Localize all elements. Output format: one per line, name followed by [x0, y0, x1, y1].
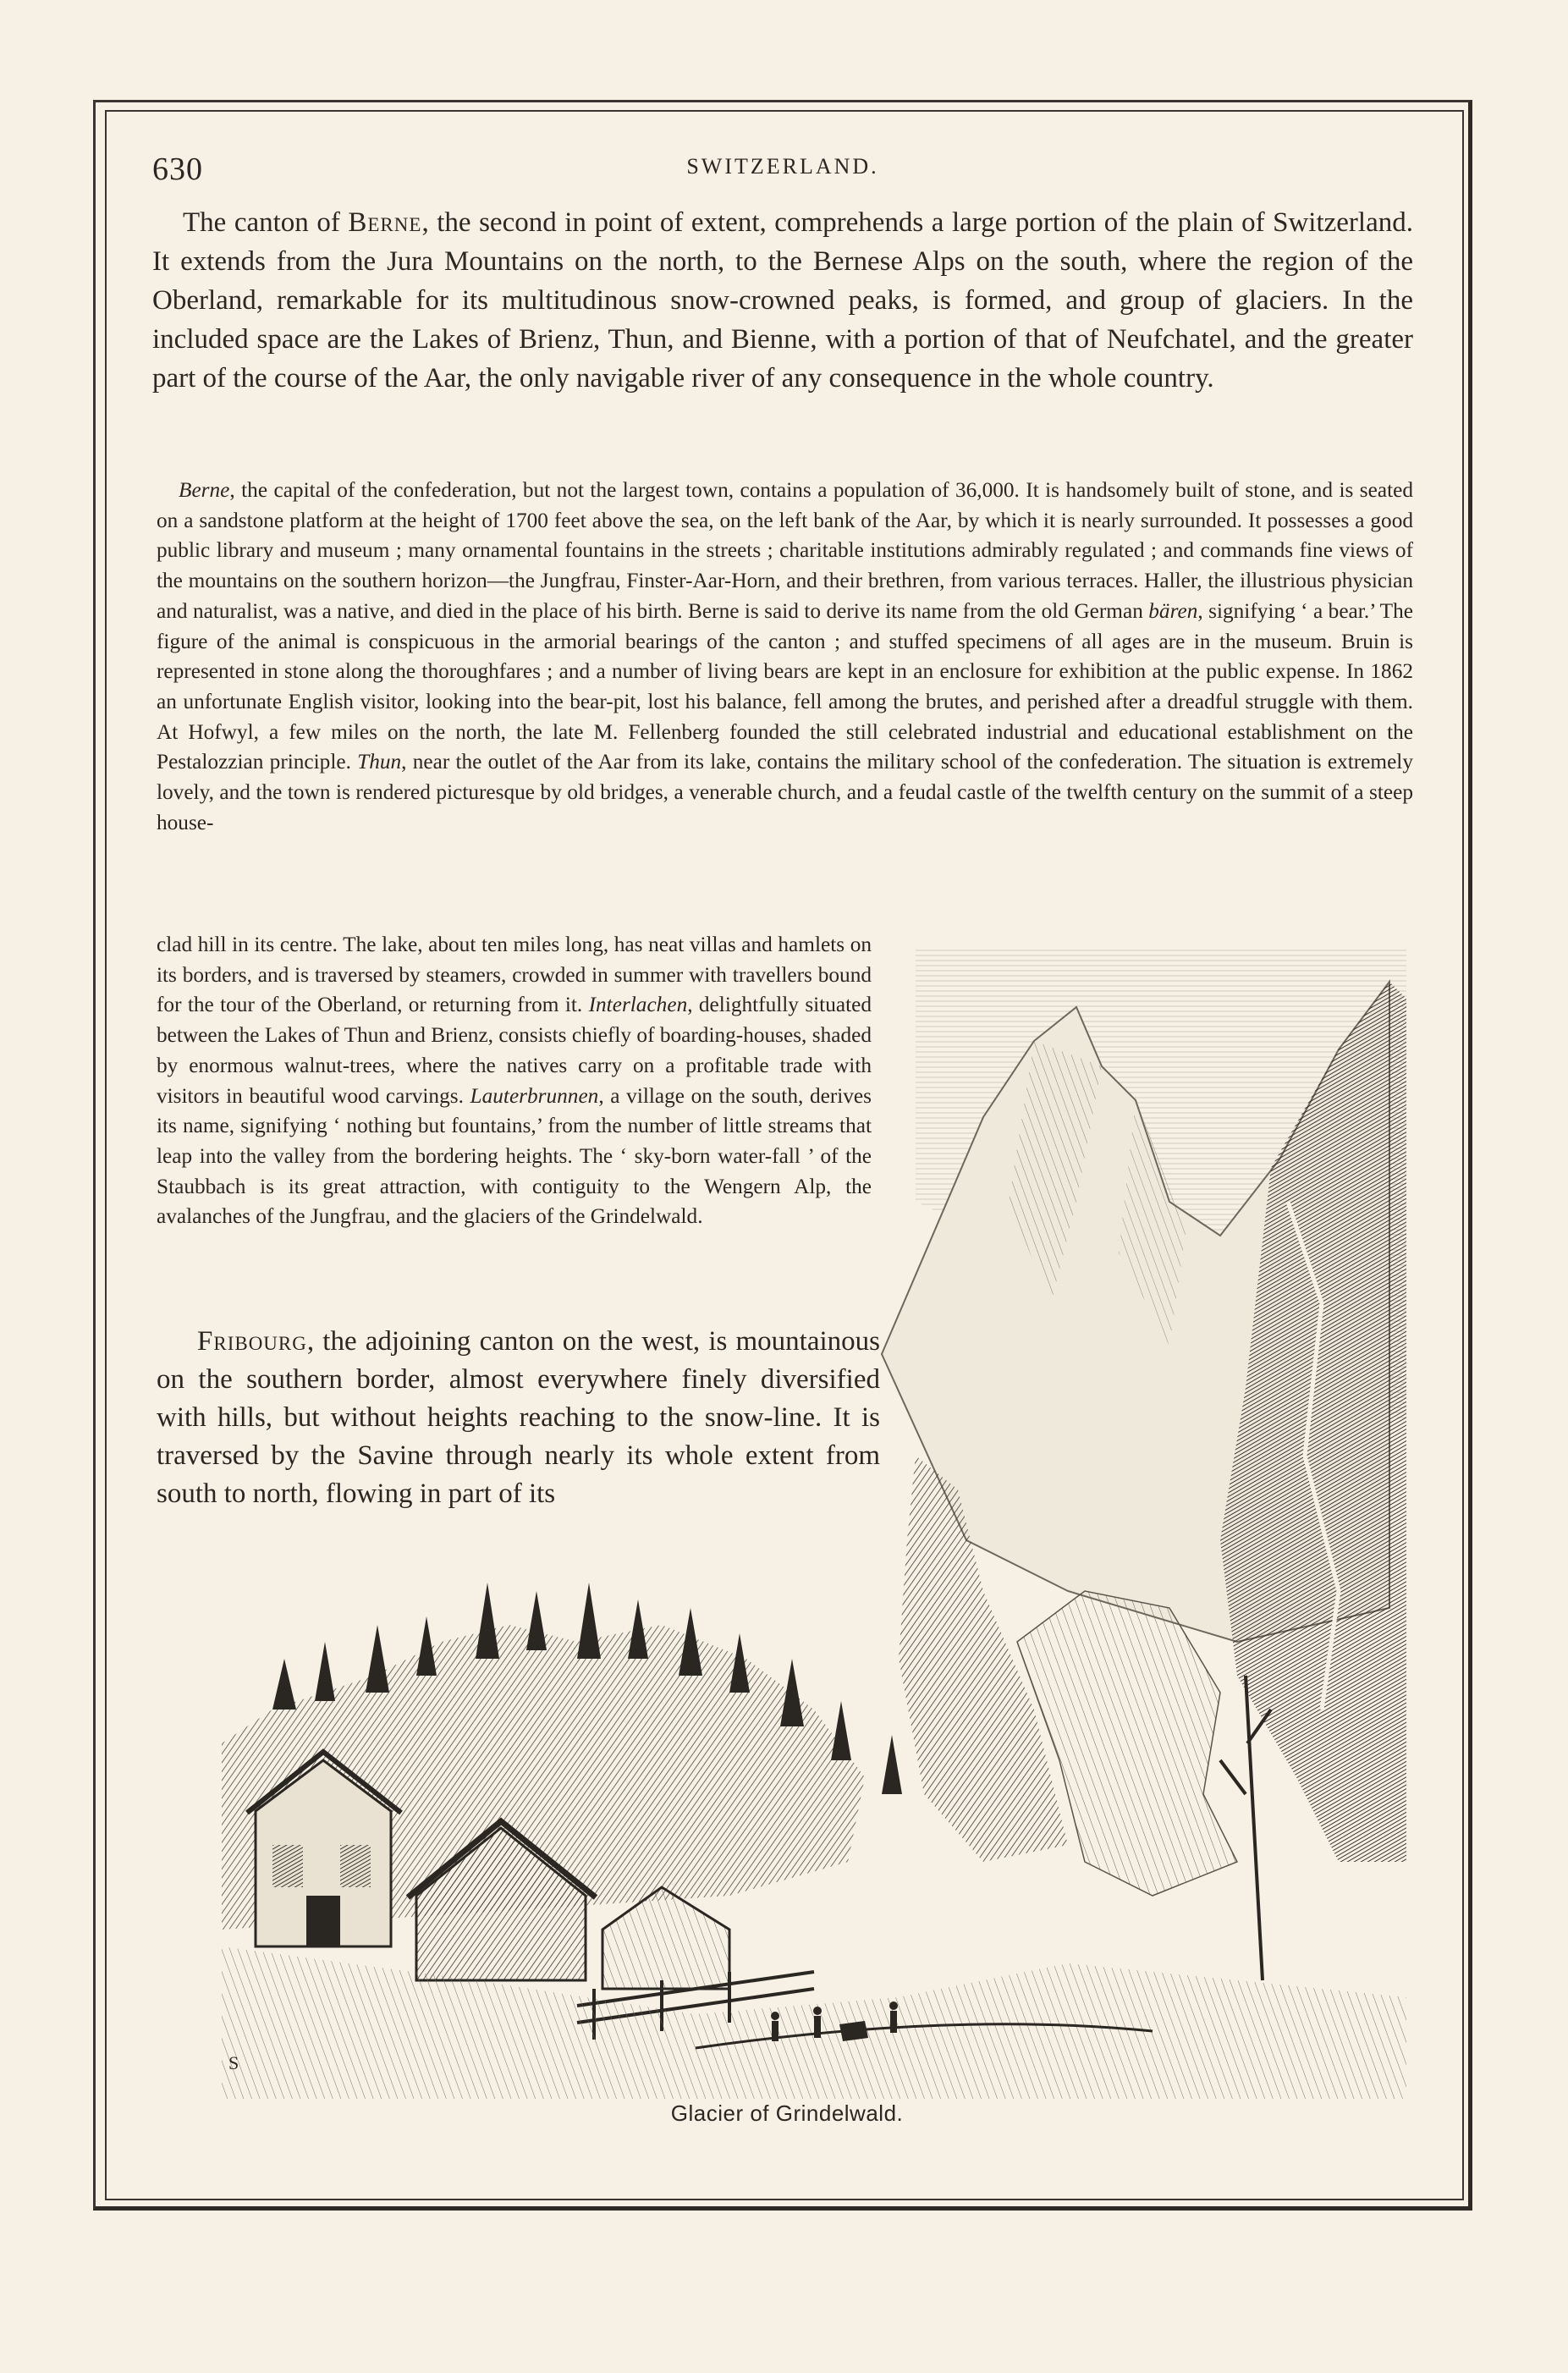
paragraph-berne-canton	[152, 203, 1413, 398]
engraver-monogram: S	[228, 2052, 239, 2073]
glacier-engraving	[222, 948, 1406, 2099]
place-thun: Thun	[357, 750, 402, 774]
glacier-icefall	[1017, 1591, 1237, 1896]
paragraph-body: , the second in point of extent, comprehends a large portion of the plain of Switzerland. It extends from the Jura Mountains on the north, to the Bernese Alps on the south, where the region of the Oberland, remarkable for its multitudinous snow-crowned peaks, is formed, and group of glaciers. In the included space are the Lakes of Brienz, Thun, and Bienne, with a portion of that of Neufchatel, and the greater part of the course of the Aar, the only navigable river of any consequence in the whole country.	[152, 207, 1413, 394]
canton-name-fribourg: Fribourg	[197, 1326, 307, 1357]
place-berne: Berne	[179, 478, 230, 502]
word-baren: bären	[1148, 598, 1198, 623]
paragraph-body-2: , signifying ‘ a bear.’ The figure of the animal is conspicuous in the armorial bearings of the canton ; and stuffed specimens of all ages are in the museum. Bruin is represented in stone along the thoroughfares ; and a number of living bears are kept in an enclosure for exhibition at the public expense. In 1862 an unfortunate English visitor, looking into the bear-pit, lost his balance, fell among the brutes, and perished after a dreadful struggle with them. At Hofwyl, a few miles on the north, the late M. Fellenberg founded the still celebrated industrial and educational establishment on the Pestalozzian principle.	[157, 598, 1413, 774]
paragraph-body-3: , near the outlet of the Aar from its lake, contains the military school of the confederation. The situation is extremely lovely, and the town is rendered picturesque by old bridges, a venerable church, and a feudal castle of the twelfth century on the summit of a steep house-	[157, 750, 1413, 834]
paragraph-body-3: , a village on the south, derives its name, signifying ‘ nothing but fountains,’ from the number of little streams that leap into the valley from the bordering heights. The ‘ sky-born water-fall ’ of the Staubbach is its great attraction, with contiguity to the Wengern Alp, the avalanches of the Jungfrau, and the glaciers of the Grindelwald.	[157, 1083, 872, 1229]
running-head: SWITZERLAND.	[686, 154, 879, 179]
paragraph-body-1: clad hill in its centre. The lake, about ten miles long, has neat villas and hamlets on its borders, and is traversed by steamers, crowded in summer with travellers bound for the tour of the Oberland, or returning from it.	[157, 933, 872, 1017]
paragraph-body: , the adjoining canton on the west, is mountainous on the southern border, almost everywhere finely diversified with hills, but without heights reaching to the snow-line. It is traversed by the Savine through nearly its whole extent from south to north, flowing in part of its	[157, 1326, 880, 1509]
paragraph-berne-city	[157, 476, 1413, 838]
illustration-caption: Glacier of Grindelwald.	[670, 2100, 904, 2126]
page-number: 630	[152, 151, 203, 187]
paragraph-body-1: , the capital of the confederation, but not the largest town, contains a population of 36,000. It is handsomely built of stone, and is seated on a sandstone platform at the height of 1700 feet above the sea, on the left bank of the Aar, by which it is nearly surrounded. It possesses a good public library and museum ; many ornamental fountains in the streets ; charitable institutions admirably regulated ; and commands fine views of the mountains on the southern horizon—the Jungfrau, Finster-Aar-Horn, and their brethren, from various terraces. Haller, the illustrious physician and naturalist, was a native, and died in the place of his birth. Berne is said to derive its name from the old German	[157, 478, 1413, 623]
paragraph-lead: The canton of	[183, 207, 349, 238]
place-lauterbrunnen: Lauterbrunnen	[470, 1083, 599, 1108]
paragraph-body-2: , delightfully situated between the Lakes of Thun and Brienz, consists chiefly of boarding-houses, shaded by enormous walnut-trees, where the natives carry on a profitable trade with visitors in beautiful wood carvings.	[157, 993, 872, 1108]
place-interlachen: Interlachen	[588, 993, 688, 1017]
page-header	[152, 151, 1413, 193]
canton-name-berne: Berne	[348, 207, 422, 238]
